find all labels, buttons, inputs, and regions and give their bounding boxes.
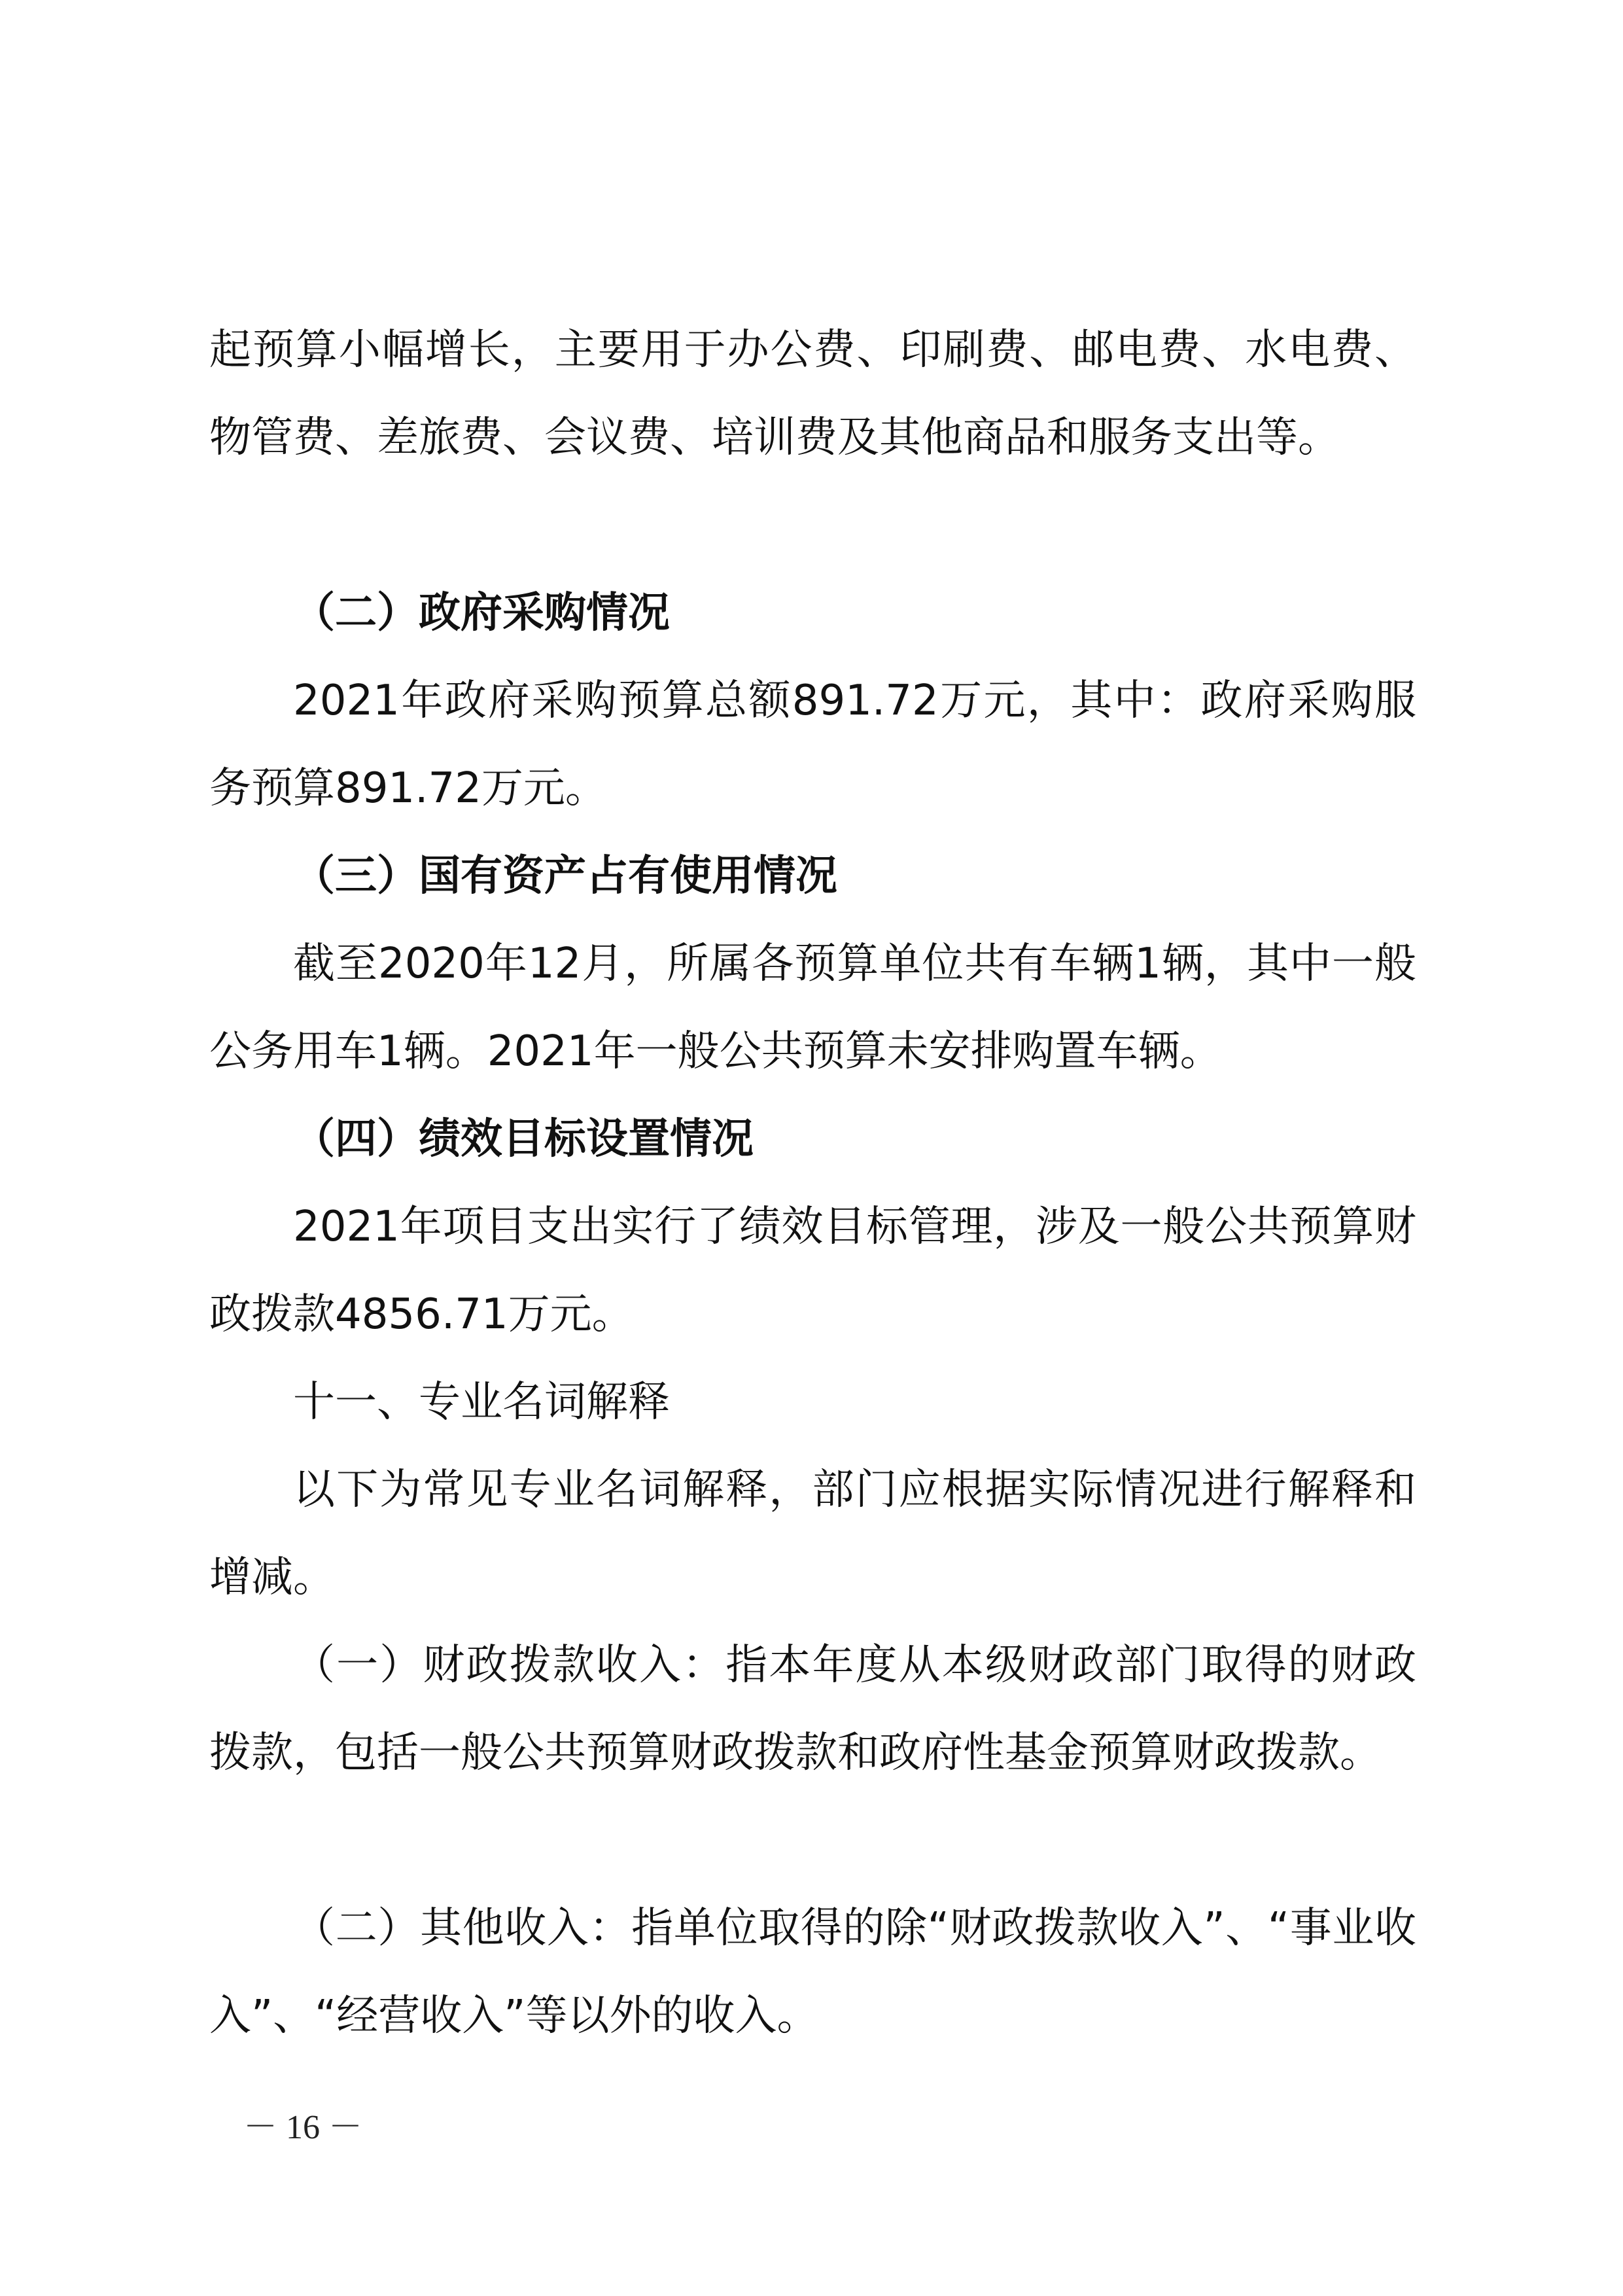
- section-title-terminology: 十一、专业名词解释: [293, 1378, 670, 1426]
- paragraph-continuation: 起预算小幅增长，主要用于办公费、印刷费、邮电费、水电费、物管费、差旅费、会议费、培训费及其他商品和服务支出等。: [209, 326, 1416, 462]
- heading-performance-targets: （四）绩效目标设置情况: [293, 1115, 754, 1163]
- heading-state-assets: （三）国有资产占有使用情况: [293, 852, 837, 900]
- paragraph-other-income: （二）其他收入：指单位取得的除“财政拨款收入”、“事业收入”、“经营收入”等以外的收入。: [209, 1904, 1416, 2040]
- paragraph-performance-management: 2021年项目支出实行了绩效目标管理，涉及一般公共预算财政拨款4856.71万元。: [209, 1203, 1416, 1339]
- page-number: － 16 －: [243, 2109, 363, 2146]
- paragraph-fiscal-appropriation-income: （一）财政拨款收入：指本年度从本级财政部门取得的财政拨款，包括一般公共预算财政拨款和政府性基金预算财政拨款。: [209, 1641, 1416, 1777]
- paragraph-vehicles: 截至2020年12月，所属各预算单位共有车辆1辆，其中一般公务用车1辆。2021年一般公共预算未安排购置车辆。: [209, 940, 1416, 1076]
- paragraph-terminology-intro: 以下为常见专业名词解释，部门应根据实际情况进行解释和增减。: [209, 1466, 1416, 1602]
- heading-government-procurement: （二）政府采购情况: [293, 589, 670, 637]
- paragraph-procurement-budget: 2021年政府采购预算总额891.72万元，其中：政府采购服务预算891.72万元。: [209, 677, 1416, 813]
